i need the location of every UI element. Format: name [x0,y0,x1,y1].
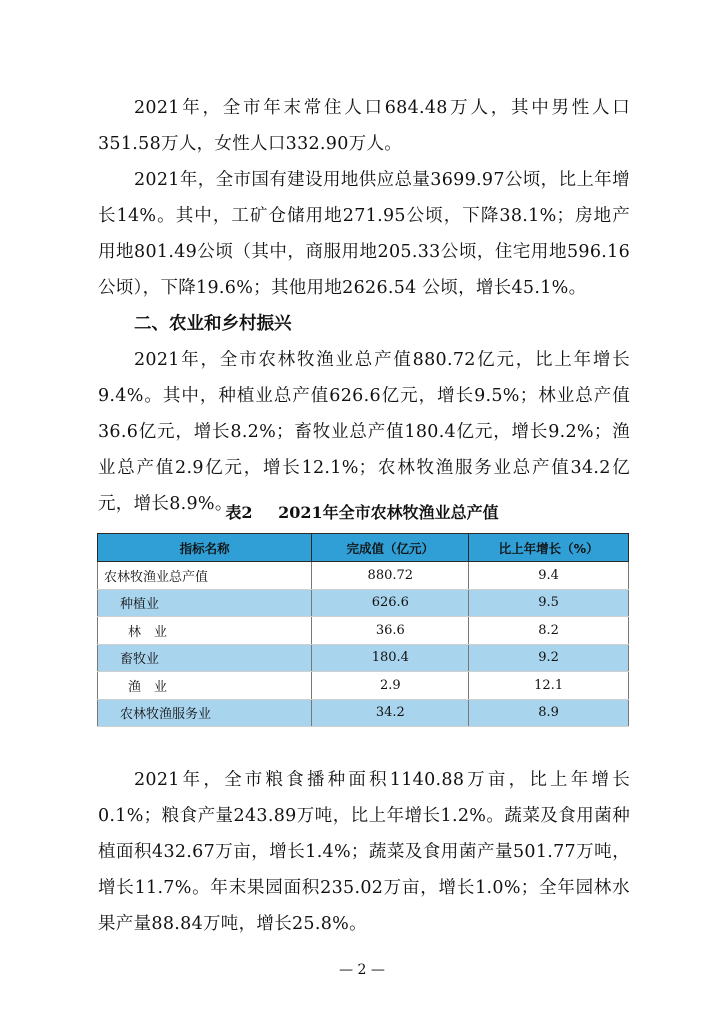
paragraph-grain-vegetables: 2021年，全市粮食播种面积1140.88万亩，比上年增长0.1%；粮食产量243.89万吨，比上年增长1.2%。蔬菜及食用菌种植面积432.67万亩，增长1.4%；蔬菜及食用菌产量501.77万吨，增长11.7%。年末果园面积235.02万亩，增长1.0%；全年园林水果产量88.84万吨，增长25.8%。 [98,770,630,934]
row-value: 2.9 [312,672,469,700]
table-row [98,562,629,590]
header-value: 完成值（亿元） [312,534,469,562]
row-name: 农林牧渔服务业 [98,699,312,727]
paragraph-agriculture-output: 2021年，全市农林牧渔业总产值880.72亿元，比上年增长9.4%。其中，种植业总产值626.6亿元，增长9.5%；林业总产值36.6亿元，增长8.2%；畜牧业总产值180.4亿元，增长9.2%；渔业总产值2.9亿元，增长12.1%；农林牧渔服务业总产值34.2亿元，增长8.9%。 [98,350,630,514]
row-growth: 9.5 [469,589,629,617]
paragraph-population: 2021年，全市年末常住人口684.48万人，其中男性人口351.58万人，女性人口332.90万人。 [98,98,630,154]
row-growth: 12.1 [469,672,629,700]
table-caption-label: 表2 [225,503,253,522]
row-name: 种植业 [98,589,312,617]
table-row [98,644,629,672]
table-row [98,589,629,617]
row-name: 畜牧业 [98,644,312,672]
row-value: 880.72 [312,562,469,590]
table-header-row [98,534,629,562]
row-value: 34.2 [312,699,469,727]
header-growth: 比上年增长（%） [469,534,629,562]
row-value: 180.4 [312,644,469,672]
row-name: 农林牧渔业总产值 [98,562,312,590]
row-value: 36.6 [312,617,469,645]
page-number: — 2 — [339,962,385,978]
row-name: 渔 业 [98,672,312,700]
row-growth: 8.2 [469,617,629,645]
table-caption-title: 2021年全市农林牧渔业总产值 [278,503,499,522]
row-growth: 8.9 [469,699,629,727]
table-row [98,672,629,700]
row-growth: 9.2 [469,644,629,672]
row-name: 林 业 [98,617,312,645]
table-caption [0,500,724,523]
header-indicator: 指标名称 [98,534,312,562]
paragraph-land-supply: 2021年，全市国有建设用地供应总量3699.97公顷，比上年增长14%。其中，工矿仓储用地271.95公顷，下降38.1%；房地产用地801.49公顷（其中，商服用地205.33公顷，住宅用地596.16公顷），下降19.6%；其他用地2626.54 公顷，增长45.1%。 [98,170,630,298]
agriculture-output-table [97,533,629,727]
row-value: 626.6 [312,589,469,617]
table-row [98,699,629,727]
table-row [98,617,629,645]
section-heading: 二、农业和乡村振兴 [134,314,292,334]
row-growth: 9.4 [469,562,629,590]
